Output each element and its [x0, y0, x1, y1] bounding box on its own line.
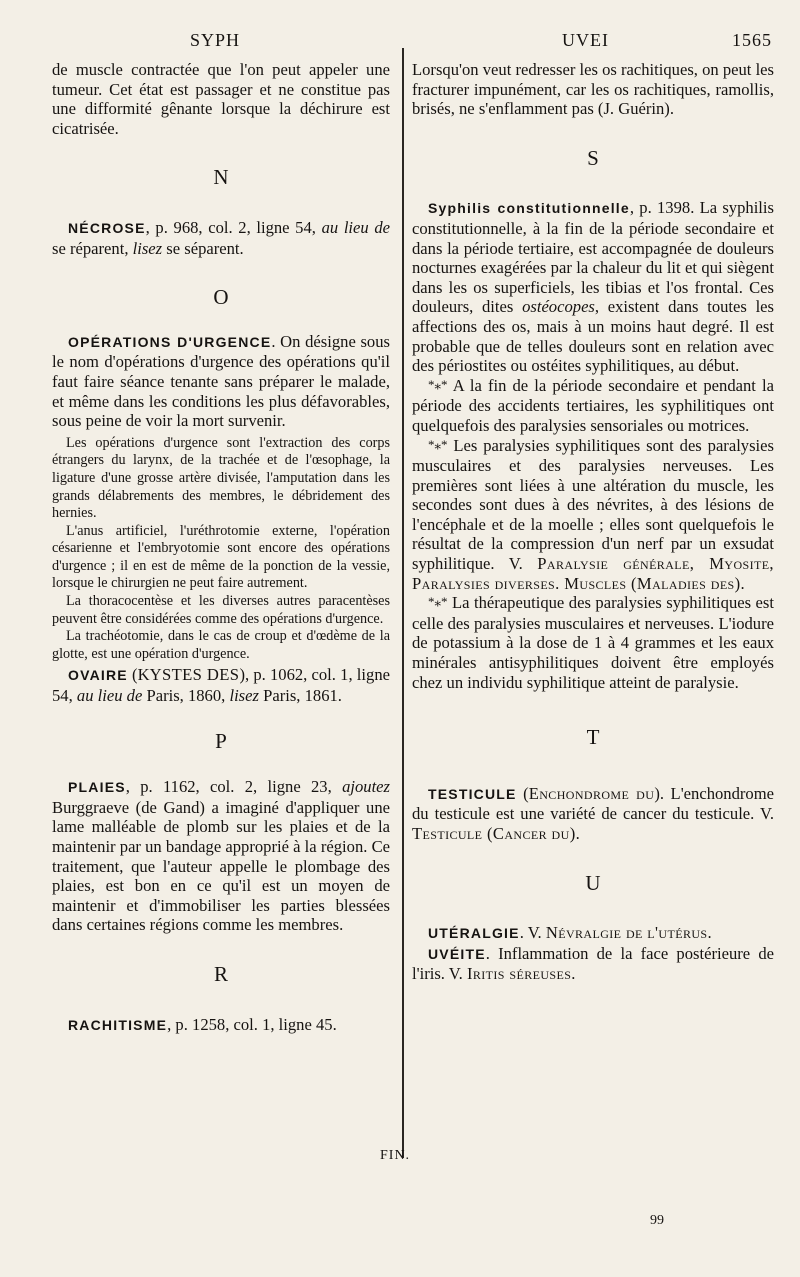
- entry-uteralgie: UTÉRALGIE. V. Névralgie de l'utérus.: [428, 923, 713, 943]
- end-mark: FIN.: [380, 1148, 411, 1163]
- section-letter-o: O: [213, 285, 229, 310]
- fine-print-notes: [52, 435, 390, 664]
- section-letter-r: R: [213, 961, 228, 986]
- entry-ovaire: OVAIRE (KYSTES DES), p. 1062, col. 1, ligne 54, au lieu de Paris, 1860, lisez Paris, 1861.: [52, 665, 390, 706]
- continuation-text: de muscle contractée que l'on peut appeler une tumeur. Cet état est passager et ne constitue pas une difformité gênante lorsque la déchirure est cicatrisée.: [52, 60, 390, 138]
- entry-keyword: UTÉRALGIE: [428, 925, 520, 942]
- asterism-icon: *⁎*: [428, 594, 448, 610]
- section-letter-s: S: [587, 145, 599, 170]
- asterism-icon: *⁎*: [428, 436, 448, 452]
- syphilis-paragraph: *⁎* A la fin de la période secondaire et pendant la période des accidents tertiaires, les syphilitiques ont quelquefois des paralysies sensoriales ou motrices.: [412, 375, 774, 435]
- note-paragraph: La trachéotomie, dans le cas de croup et d'œdème de la glotte, est une opération d'urgence.: [52, 628, 390, 662]
- note-paragraph: L'anus artificiel, l'uréthrotomie externe, l'opération césarienne et l'embryotomie sont encore des opérations d'urgence ; il en est de même de la ponction de la vessie, lorsque le chirurgien ne peut faire autrement.: [52, 522, 390, 592]
- entry-rachitisme: RACHITISME, p. 1258, col. 1, ligne 45.: [68, 1014, 337, 1034]
- note-paragraph: Les opérations d'urgence sont l'extraction des corps étrangers du larynx, de la trachée et de l'œsophage, la ligature d'une grosse artère divisée, l'amputation dans les grands délabrements des membres, le débridement des hernies.: [52, 434, 390, 522]
- entry-syphilis: Syphilis constitutionnelle, p. 1398. La syphilis constitutionnelle, à la fin de la période secondaire et dans la période tertiaire, est accompagnée de douleurs nocturnes exagérées par la chaleur du lit et qui siègent dans les os superficiels, les tibias et l'os frontal. Ces douleurs, dites ostéocopes, existent dans toutes les affections des os, mais à un moins haut degré. Il est probable que de telles douleurs sont en relation avec des périostites ou ostéites syphilitiques, au début.: [412, 198, 775, 376]
- syphilis-paragraph: *⁎* Les paralysies syphilitiques sont des paralysies musculaires et des paralysies nerveuses. Les premières sont liées à une altération du muscle, les secondes sont dues à des névrites, à des lésions de l'encéphale et de la moelle ; elles sont quelquefois le résultat de la compression d'un nerf par un exsudat syphilitique. V. Paralysie générale, Myosite, Paralysies diverses. Muscles (Maladies des).: [412, 435, 774, 593]
- left-column: [52, 60, 390, 1035]
- entry-operations-urgence: OPÉRATIONS D'URGENCE. On désigne sous le nom d'opérations d'urgence des opérations qu'il faut faire séance tenante sans préparer le malade, et même dans les conditions les plus défavorables, sous peine de voir la mort survenir.: [52, 331, 390, 431]
- entry-keyword: OVAIRE: [68, 667, 128, 684]
- asterism-icon: *⁎*: [428, 376, 448, 392]
- note-paragraph: La thoracocentèse et les diverses autres paracentèses peuvent être considérées comme des opérations d'urgence.: [52, 593, 390, 627]
- entry-keyword: NÉCROSE: [68, 219, 146, 236]
- running-head-left: SYPH: [190, 30, 241, 50]
- running-head-right: UVEI: [562, 30, 609, 50]
- entry-keyword: TESTICULE: [428, 785, 517, 802]
- continuation-text: Lorsqu'on veut redresser les os rachitiques, on peut les fracturer impunément, car les os rachitiques, ramollis, brisés, ne s'enflamment pas (J. Guérin).: [412, 60, 774, 119]
- column-divider: [402, 48, 404, 1158]
- section-letter-n: N: [213, 165, 229, 190]
- section-letter-t: T: [586, 725, 600, 750]
- right-column: [412, 60, 774, 984]
- syphilis-paragraph: *⁎* La thérapeutique des paralysies syphilitiques est celle des paralysies musculaires et nerveuses. L'iodure de potassium à la dose de 1 à 4 grammes et les eaux minérales antisyphilitiques doivent être employés chez un individu syphilitique atteint de paralysie.: [412, 593, 774, 692]
- entry-keyword: PLAIES: [68, 779, 126, 796]
- entry-keyword: OPÉRATIONS D'URGENCE: [68, 333, 272, 350]
- section-letter-p: P: [215, 728, 227, 753]
- entry-keyword: Syphilis constitutionnelle: [428, 200, 630, 217]
- page-number: 1565: [732, 30, 772, 50]
- entry-plaies: PLAIES, p. 1162, col. 2, ligne 23, ajoutez Burggraeve (de Gand) a imaginé d'appliquer une lame malléable de plomb sur les plaies et de la maintenir par un bandage approprié à la région. Ce traitement, que l'auteur appelle le plombage des plaies, est bon en ce qu'il est un moyen de maintenir et d'immobiliser les parties blessées dans certaines régions comme les membres.: [52, 777, 390, 935]
- signature-number: 99: [650, 1213, 664, 1228]
- section-letter-u: U: [585, 870, 601, 895]
- entry-uveite: UVÉITE. Inflammation de la face postérieure de l'iris. V. Iritis séreuses.: [412, 943, 774, 984]
- entry-keyword: RACHITISME: [68, 1016, 168, 1033]
- entry-keyword: UVÉITE: [428, 945, 486, 962]
- entry-necrose: NÉCROSE, p. 968, col. 2, ligne 54, au lieu de se réparent, lisez se séparent.: [52, 217, 391, 258]
- entry-testicule: TESTICULE (Enchondrome du). L'enchondrome du testicule est une variété de cancer du testicule. V. Testicule (Cancer du).: [412, 783, 774, 843]
